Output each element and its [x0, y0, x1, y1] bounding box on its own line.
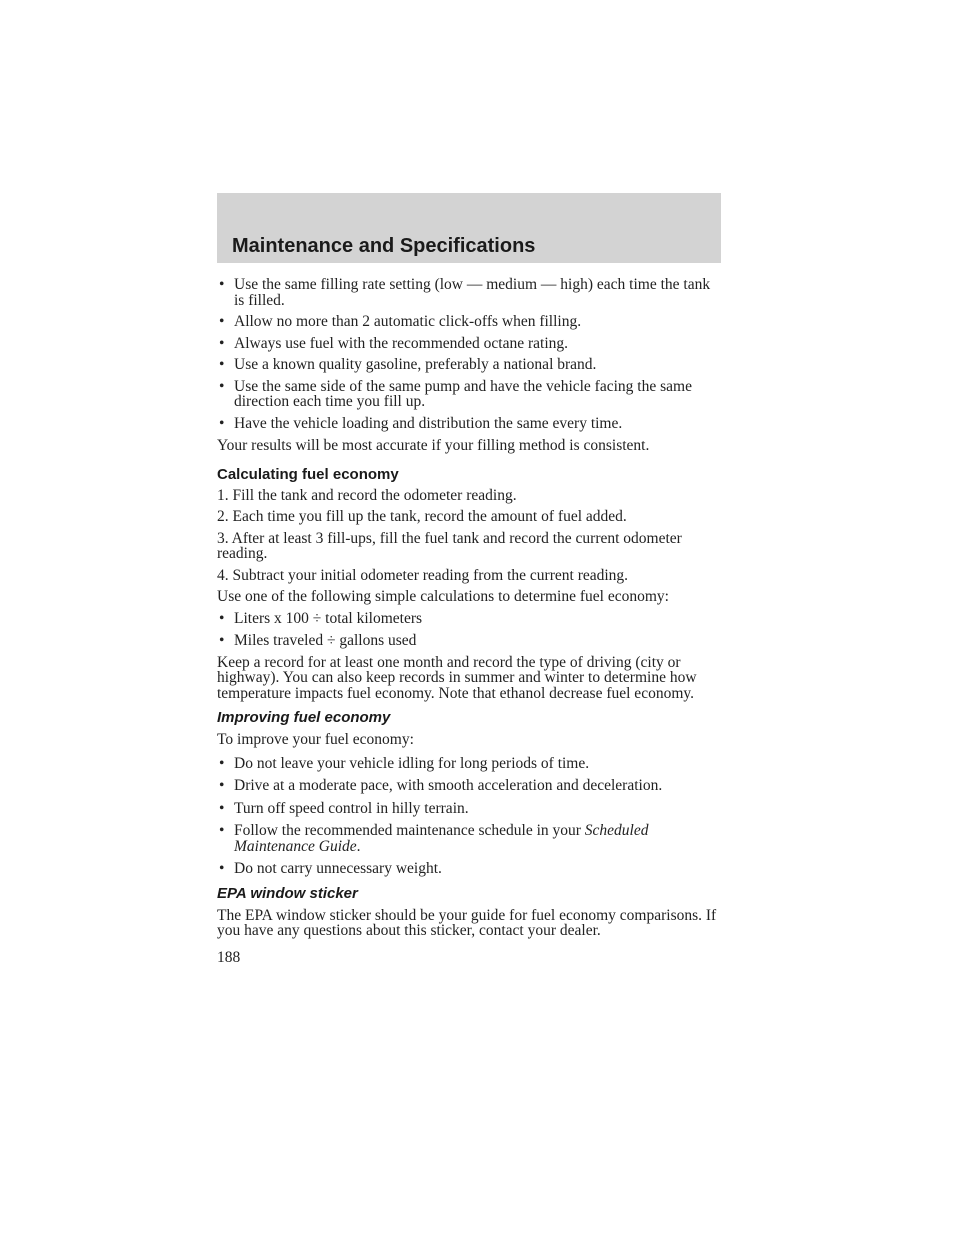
list-item: • Turn off speed control in hilly terrain. — [217, 801, 723, 817]
list-item: • Liters x 100 ÷ total kilometers — [217, 611, 723, 627]
list-item: • Use the same filling rate setting (low — medium — high) each time the tank is filled. — [217, 277, 723, 308]
list-item: • Allow no more than 2 automatic click-offs when filling. — [217, 314, 723, 330]
list-item: • Do not carry unnecessary weight. — [217, 861, 723, 877]
list-item — [217, 823, 723, 854]
list-item: • Drive at a moderate pace, with smooth acceleration and deceleration. — [217, 778, 723, 794]
calc-step: 4. Subtract your initial odometer reading from the current reading. — [217, 566, 629, 584]
list-item: • Always use fuel with the recommended octane rating. — [217, 336, 723, 352]
list-item: • Use the same side of the same pump and have the vehicle facing the same direction each time you fill up. — [217, 379, 723, 410]
list-item: • Miles traveled ÷ gallons used — [217, 633, 723, 649]
maint-suffix: . — [356, 837, 361, 855]
page-content — [217, 277, 723, 965]
list-item: • Have the vehicle loading and distribution the same every time. — [217, 416, 723, 432]
epa-text: The EPA window sticker should be your guide for fuel economy comparisons. If you have any questions about this sticker, contact your dealer. — [217, 906, 717, 939]
calc-heading: Calculating fuel economy — [217, 465, 399, 483]
formula-list — [217, 611, 723, 649]
list-item: • Do not leave your vehicle idling for long periods of time. — [217, 756, 723, 772]
page-number: 188 — [217, 948, 241, 966]
filling-note: Your results will be most accurate if your filling method is consistent. — [217, 437, 650, 454]
epa-heading: EPA window sticker — [217, 884, 358, 902]
maint-prefix: Follow the recommended maintenance schedule in your — [234, 822, 585, 839]
section-title: Maintenance and Specifications — [232, 235, 536, 257]
calc-note: Keep a record for at least one month and record the type of driving (city or highway). You can also keep records in summer and winter to determine how temperature impacts fuel economy. Note that ethanol decrease fuel economy. — [217, 653, 697, 702]
improve-heading: Improving fuel economy — [217, 709, 391, 726]
list-item: • Use a known quality gasoline, preferably a national brand. — [217, 357, 723, 373]
calc-step: 1. Fill the tank and record the odometer reading. — [217, 486, 517, 504]
guide-title: Scheduled Maintenance Guide — [234, 822, 649, 855]
improve-intro: To improve your fuel economy: — [217, 731, 414, 748]
section-header — [217, 193, 721, 263]
calc-step: 3. After at least 3 fill-ups, fill the fuel tank and record the current odometer reading. — [217, 529, 682, 562]
filling-tips-list — [217, 277, 723, 431]
calc-intro: Use one of the following simple calculations to determine fuel economy: — [217, 588, 669, 605]
improve-tips-list — [217, 756, 723, 877]
calc-step: 2. Each time you fill up the tank, record the amount of fuel added. — [217, 508, 627, 525]
